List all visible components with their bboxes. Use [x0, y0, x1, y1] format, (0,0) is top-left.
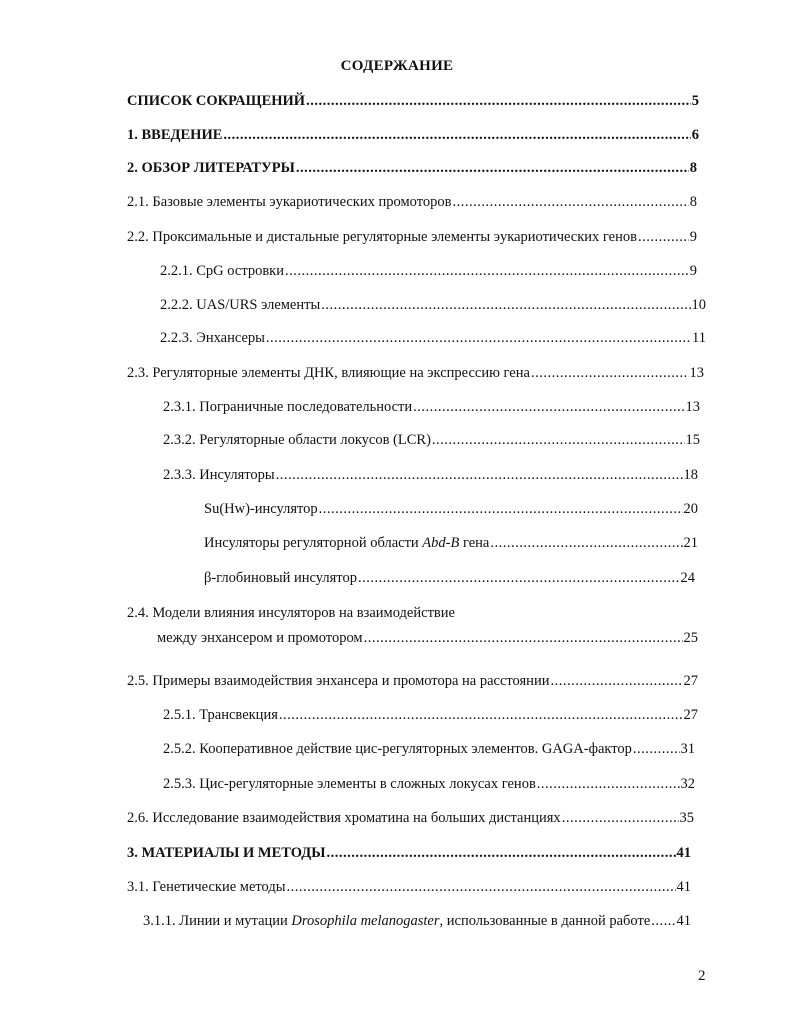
toc-entry-2-4-line1[interactable]: 2.4. Модели влияния инсуляторов на взаимодействие: [127, 605, 455, 621]
toc-entry-2-4[interactable]: между энхансером и промотором ..... 25: [157, 629, 698, 647]
toc-entry-literature-review[interactable]: 2. ОБЗОР ЛИТЕРАТУРЫ ..... 8: [127, 159, 697, 177]
toc-entry-3-1[interactable]: 3.1. Генетические методы ..... 41: [127, 878, 691, 896]
page-title: СОДЕРЖАНИЕ: [340, 58, 454, 74]
toc-entry-2-2-2[interactable]: 2.2.2. UAS/URS элементы ..... 10: [160, 296, 706, 314]
toc-entry-abbreviations[interactable]: СПИСОК СОКРАЩЕНИЙ ..... 5: [127, 92, 699, 110]
toc-entry-su-hw[interactable]: Su(Hw)-инсулятор ..... 20: [204, 500, 698, 518]
toc-entry-2-2[interactable]: 2.2. Проксимальные и дистальные регуляторные элементы эукариотических генов ..... 9: [127, 228, 697, 246]
toc-entry-2-3-3[interactable]: 2.3.3. Инсуляторы ..... 18: [163, 466, 698, 484]
toc-entry-2-5[interactable]: 2.5. Примеры взаимодействия энхансера и промотора на расстоянии ..... 27: [127, 672, 698, 690]
toc-entry-3-1-1[interactable]: 3.1.1. Линии и мутации Drosophila melanogaster, использованные в данной работе ..... 41: [143, 912, 691, 930]
toc-entry-2-6[interactable]: 2.6. Исследование взаимодействия хроматина на больших дистанциях ..... 35: [127, 809, 694, 827]
toc-entry-2-5-1[interactable]: 2.5.1. Трансвекция ..... 27: [163, 706, 698, 724]
toc-entry-introduction[interactable]: 1. ВВЕДЕНИЕ ..... 6: [127, 126, 699, 144]
toc-entry-2-1[interactable]: 2.1. Базовые элементы эукариотических промоторов ..... 8: [127, 193, 697, 211]
toc-entry-2-2-3[interactable]: 2.2.3. Энхансеры ..... 11: [160, 329, 706, 347]
page-number: 2: [698, 968, 706, 984]
toc-entry-2-3-2[interactable]: 2.3.2. Регуляторные области локусов (LCR) ..... 15: [163, 431, 700, 449]
toc-entry-materials-methods[interactable]: 3. МАТЕРИАЛЫ И МЕТОДЫ ..... 41: [127, 844, 691, 862]
toc-entry-2-5-3[interactable]: 2.5.3. Цис-регуляторные элементы в сложных локусах генов ..... 32: [163, 775, 695, 793]
toc-entry-beta-globin[interactable]: β-глобиновый инсулятор ..... 24: [204, 569, 695, 587]
toc-entry-2-2-1[interactable]: 2.2.1. CpG островки ..... 9: [160, 262, 697, 280]
toc-entry-2-5-2[interactable]: 2.5.2. Кооперативное действие цис-регуляторных элементов. GAGA-фактор ..... 31: [163, 740, 695, 758]
toc-entry-2-3-1[interactable]: 2.3.1. Пограничные последовательности ..... 13: [163, 398, 700, 416]
toc-entry-abd-b[interactable]: Инсуляторы регуляторной области Abd-B гена ..... 21: [204, 534, 698, 552]
toc-entry-2-3[interactable]: 2.3. Регуляторные элементы ДНК, влияющие на экспрессию гена ..... 13: [127, 364, 704, 382]
